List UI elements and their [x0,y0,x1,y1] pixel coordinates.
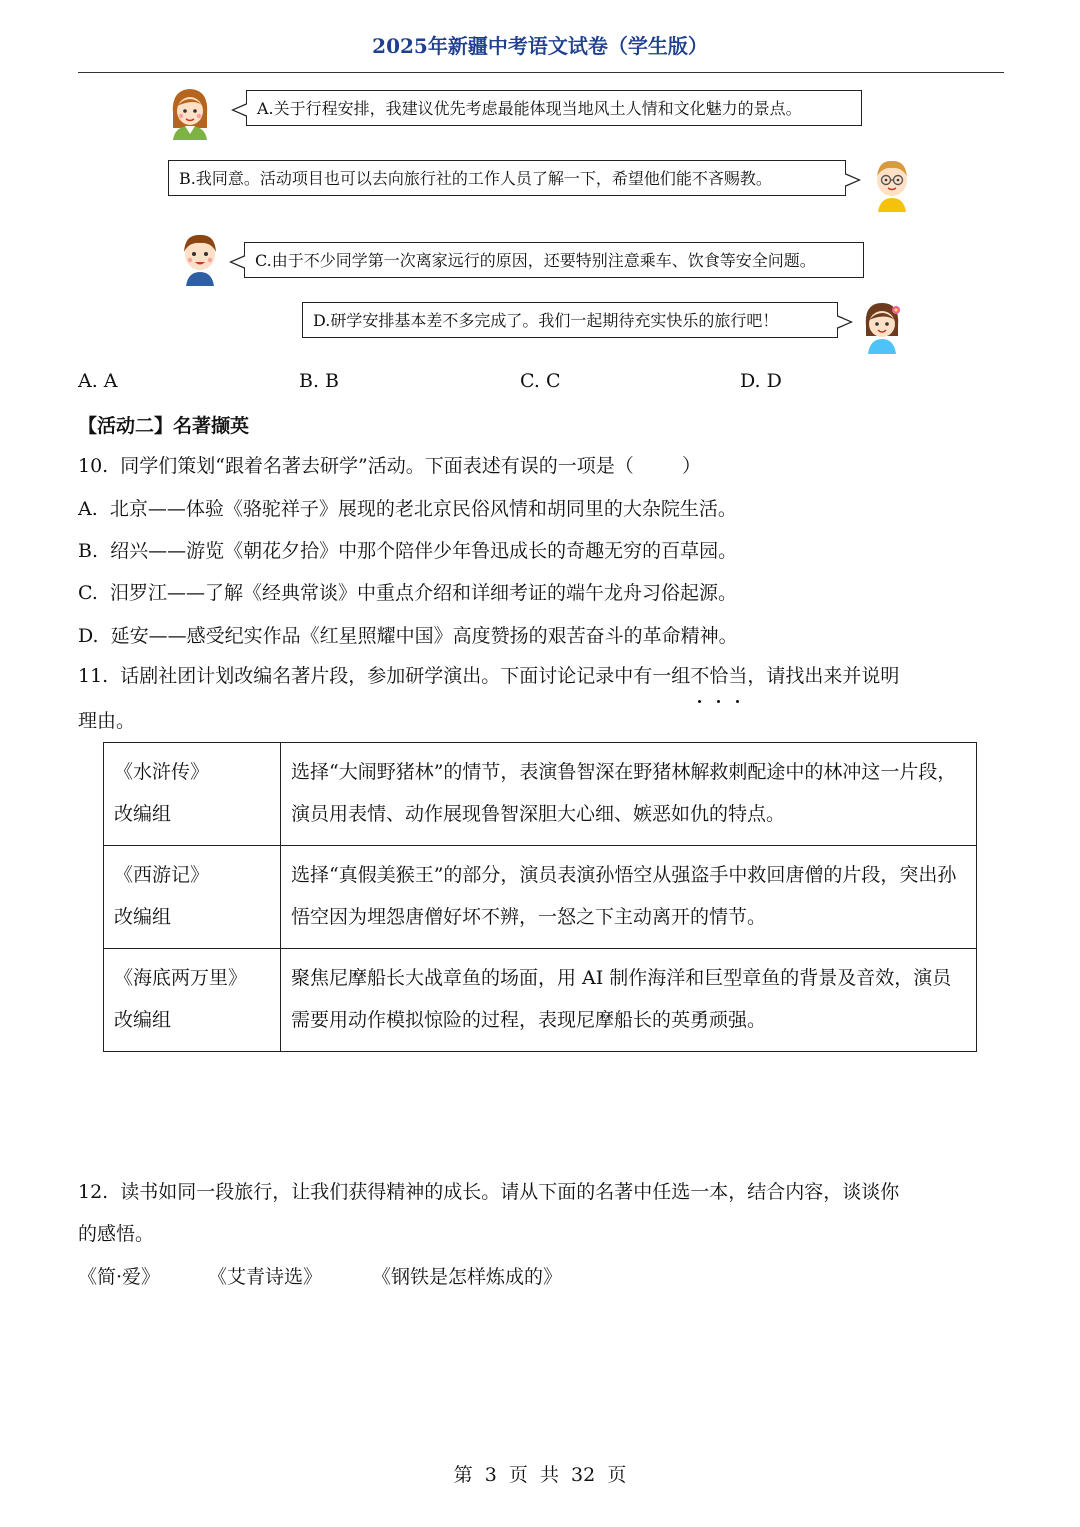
q10-option-c: C. 汨罗江——了解《经典常谈》中重点介绍和详细考证的端午龙舟习俗起源。 [78,582,737,604]
q11-emphasis-char: 当 [728,655,747,697]
section-heading: 【活动二】名著撷英 [78,415,250,437]
q11-table [103,742,977,1052]
dialogue-text-d: D.研学安排基本差不多完成了。我们一起期待充实快乐的旅行吧！ [313,311,779,330]
dialogue-bubble-c [244,242,864,278]
boy-glasses-avatar-icon [867,156,917,212]
q11-stem-after: ，请找出来并说明 [747,665,900,687]
q11-emphasis-char: 不 [690,655,709,697]
group-label: 改编组 [114,1009,172,1031]
table-cell-description: 选择“真假美猴王”的部分，演员表演孙悟空从强盗手中救回唐僧的片段，突出孙悟空因为埋怨唐僧好坏不辨，一怒之下主动离开的情节。 [281,846,977,949]
dialogue-bubble-b [168,160,846,196]
q10-option-a: A. 北京——体验《骆驼祥子》展现的老北京民俗风情和胡同里的大杂院生活。 [78,498,737,520]
table-cell-book [104,743,281,846]
q11-stem-line2: 理由。 [78,710,136,732]
book-title: 《水浒传》 [114,761,210,783]
q12-book-1: 《简·爱》 [78,1266,161,1288]
girl-flower-avatar-icon [857,298,907,354]
table-cell-description: 聚焦尼摩船长大战章鱼的场面，用 AI 制作海洋和巨型章鱼的背景及音效，演员需要用动作模拟惊险的过程，表现尼摩船长的英勇顽强。 [281,949,977,1052]
dialogue-bubble-d [302,302,838,338]
table-row [104,743,977,846]
table-cell-book [104,949,281,1052]
book-title: 《西游记》 [114,864,210,886]
table-cell-book [104,846,281,949]
q11-stem-before: 11. 话剧社团计划改编名著片段，参加研学演出。下面讨论记录中有一组 [78,665,691,687]
group-label: 改编组 [114,803,172,825]
table-row [104,949,977,1052]
girl-avatar-icon [165,84,215,140]
q10-stem: 10. 同学们策划“跟着名著去研学”活动。下面表述有误的一项是（ ） [78,455,702,477]
q9-option-c: C. C [520,370,561,392]
table-row [104,846,977,949]
page-header-title: 2025年新疆中考语文试卷（学生版） [372,34,708,58]
q11-emphasis-char: 恰 [709,655,728,697]
q9-option-b: B. B [299,370,340,392]
page-number: 第 3 页 共 32 页 [453,1464,627,1486]
q10-option-b: B. 绍兴——游览《朝花夕拾》中那个陪伴少年鲁迅成长的奇趣无穷的百草园。 [78,540,738,562]
q12-stem-line2: 的感悟。 [78,1223,155,1245]
q12-stem: 12. 读书如同一段旅行，让我们获得精神的成长。请从下面的名著中任选一本，结合内容，谈谈你 [78,1181,900,1203]
q10-option-d: D. 延安——感受纪实作品《红星照耀中国》高度赞扬的艰苦奋斗的革命精神。 [78,625,738,647]
table-cell-description: 选择“大闹野猪林”的情节，表演鲁智深在野猪林解救刺配途中的林冲这一片段，演员用表情、动作展现鲁智深胆大心细、嫉恶如仇的特点。 [281,743,977,846]
dialogue-text-b: B.我同意。活动项目也可以去向旅行社的工作人员了解一下，希望他们能不吝赐教。 [179,169,772,188]
book-title: 《海底两万里》 [114,967,248,989]
dialogue-text-a: A.关于行程安排，我建议优先考虑最能体现当地风土人情和文化魅力的景点。 [257,99,802,118]
q11-stem [78,655,899,697]
boy-avatar-icon [175,230,225,286]
dialogue-text-c: C.由于不少同学第一次离家远行的原因，还要特别注意乘车、饮食等安全问题。 [255,251,816,270]
q12-book-3: 《钢铁是怎样炼成的》 [372,1266,563,1288]
group-label: 改编组 [114,906,172,928]
q9-option-a: A. A [78,370,118,392]
header-rule [78,72,1004,73]
dialogue-bubble-a [246,90,862,126]
q9-option-d: D. D [740,370,782,392]
q12-book-2: 《艾青诗选》 [208,1266,323,1288]
